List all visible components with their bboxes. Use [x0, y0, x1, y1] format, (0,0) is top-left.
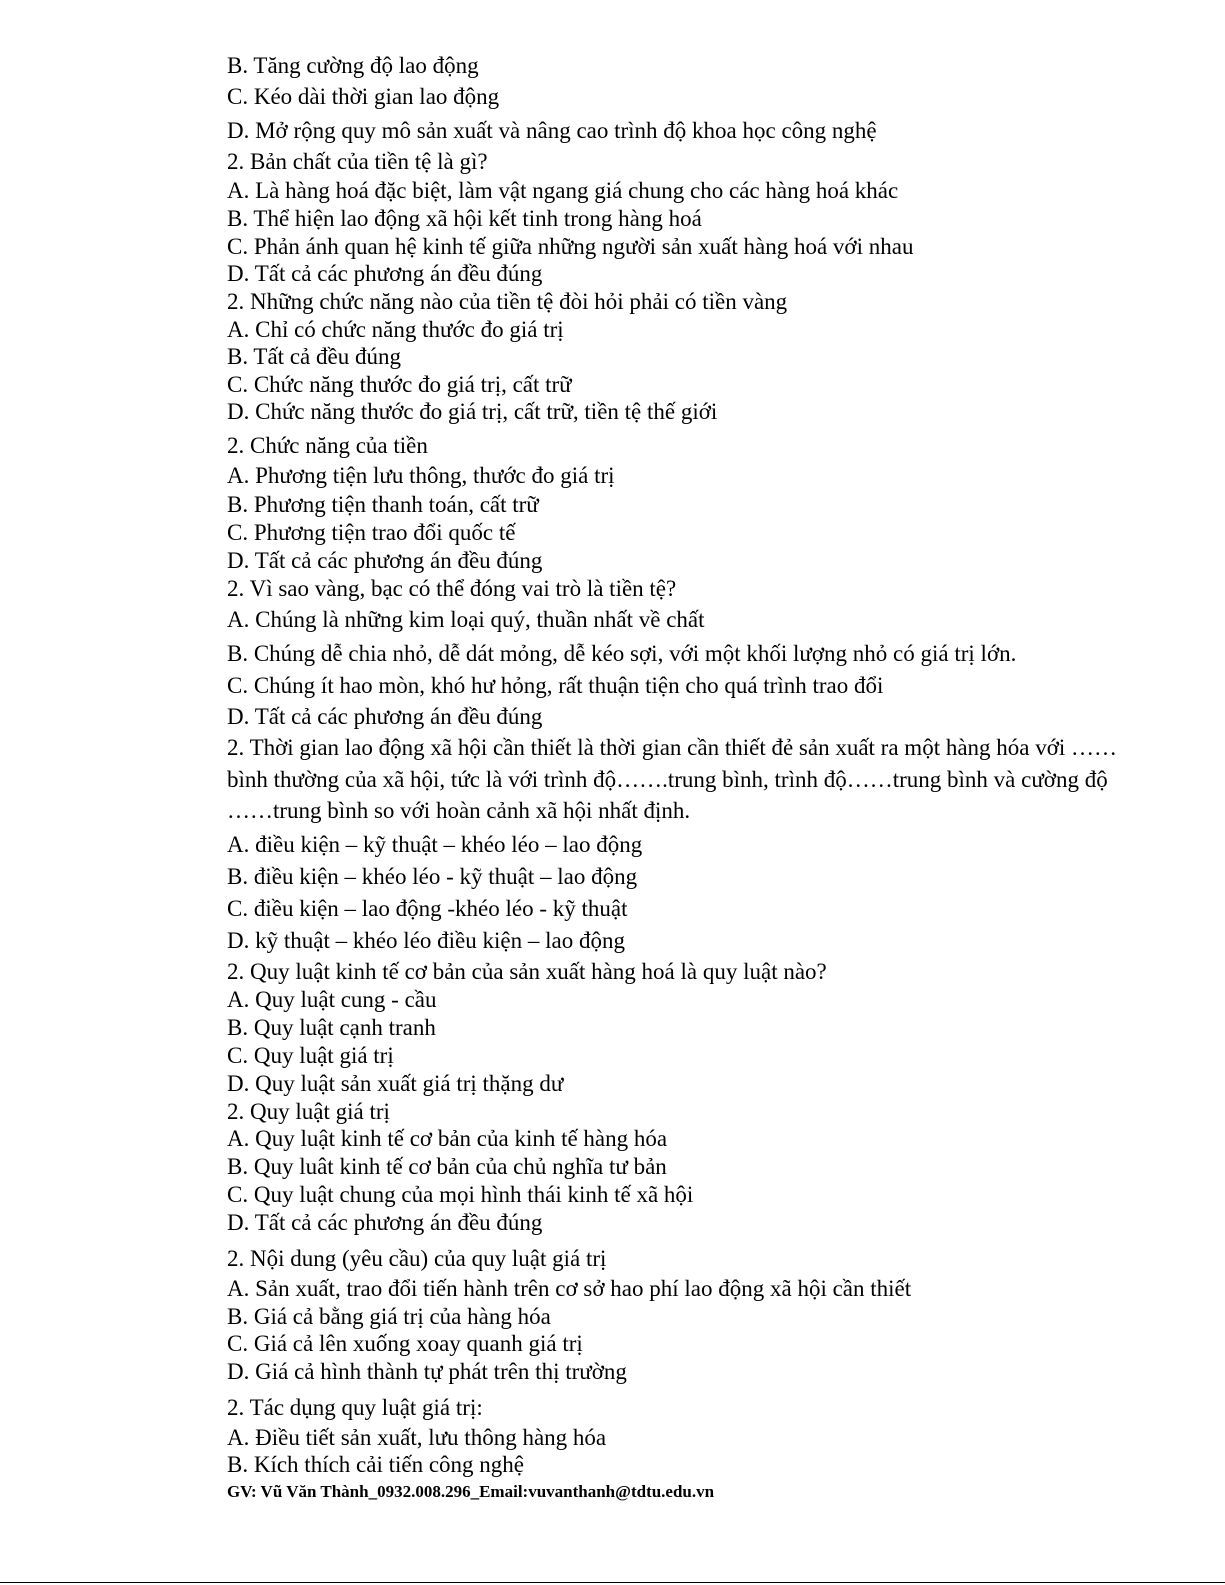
text-line: D. Tất cả các phương án đều đúng: [227, 261, 543, 286]
text-line: C. Chức năng thước đo giá trị, cất trữ: [227, 372, 572, 397]
text-line: C. Kéo dài thời gian lao động: [227, 84, 500, 109]
text-line: D. Tất cả các phương án đều đúng: [227, 548, 543, 573]
text-line: A. điều kiện – kỹ thuật – khéo léo – lao động: [227, 832, 643, 857]
text-line: D. Tất cả các phương án đều đúng: [227, 1210, 543, 1235]
question-line: 2. Những chức năng nào của tiền tệ đòi hỏi phải có tiền vàng: [227, 289, 788, 314]
question-line: 2. Tác dụng quy luật giá trị:: [227, 1395, 483, 1420]
question-line: 2. Nội dung (yêu cầu) của quy luật giá trị: [227, 1246, 607, 1271]
text-line: A. Sản xuất, trao đổi tiến hành trên cơ sở hao phí lao động xã hội cần thiết: [227, 1276, 912, 1301]
text-line: B. Quy luât kinh tế cơ bản của chủ nghĩa tư bản: [227, 1154, 667, 1179]
text-line: B. Kích thích cải tiến công nghệ: [227, 1452, 525, 1477]
text-line: D. Mở rộng quy mô sản xuất và nâng cao trình độ khoa học công nghệ: [227, 118, 877, 143]
text-line: D. kỹ thuật – khéo léo điều kiện – lao động: [227, 928, 625, 953]
text-line: D. Quy luật sản xuất giá trị thặng dư: [227, 1071, 564, 1096]
text-line: A. Chúng là những kim loại quý, thuần nhất về chất: [227, 607, 705, 632]
text-line: C. Giá cả lên xuống xoay quanh giá trị: [227, 1331, 583, 1356]
text-line: C. Quy luật chung của mọi hình thái kinh tế xã hội: [227, 1182, 694, 1207]
text-line: A. Phương tiện lưu thông, thước đo giá trị: [227, 463, 615, 488]
text-line: C. Quy luật giá trị: [227, 1043, 394, 1068]
text-line: B. Chúng dễ chia nhỏ, dễ dát mỏng, dễ kéo sợi, với một khối lượng nhỏ có giá trị lớn.: [227, 641, 1017, 666]
question-line: 2. Bản chất của tiền tệ là gì?: [227, 149, 488, 174]
text-line: B. Tăng cường độ lao động: [227, 53, 479, 78]
text-line: A. Quy luật cung - cầu: [227, 987, 437, 1012]
text-line: D. Tất cả các phương án đều đúng: [227, 704, 543, 729]
text-line: C. Phương tiện trao đổi quốc tế: [227, 520, 516, 545]
bottom-divider: [0, 1582, 1225, 1583]
question-line: 2. Thời gian lao động xã hội cần thiết là thời gian cần thiết đẻ sản xuất ra một hàng hóa với ……: [227, 735, 1118, 760]
text-line: A. Chỉ có chức năng thước đo giá trị: [227, 317, 564, 342]
text-line: D. Chức năng thước đo giá trị, cất trữ, tiền tệ thế giới: [227, 399, 718, 424]
text-line: B. Phương tiện thanh toán, cất trữ: [227, 492, 539, 517]
text-line: B. Giá cả bằng giá trị của hàng hóa: [227, 1304, 551, 1329]
text-line: C. Phản ánh quan hệ kinh tế giữa những người sản xuất hàng hoá với nhau: [227, 234, 914, 259]
question-line: ……trung bình so với hoàn cảnh xã hội nhất định.: [227, 798, 691, 823]
text-line: B. Thể hiện lao động xã hội kết tinh trong hàng hoá: [227, 206, 702, 231]
text-line: A. Điều tiết sản xuất, lưu thông hàng hóa: [227, 1425, 607, 1450]
text-line: C. Chúng ít hao mòn, khó hư hỏng, rất thuận tiện cho quá trình trao đổi: [227, 673, 884, 698]
text-line: B. Quy luật cạnh tranh: [227, 1015, 436, 1040]
text-line: B. Tất cả đều đúng: [227, 344, 401, 369]
question-line: 2. Vì sao vàng, bạc có thể đóng vai trò là tiền tệ?: [227, 576, 677, 601]
question-line: bình thường của xã hội, tức là với trình độ…….trung bình, trình độ……trung bình và cường độ: [227, 767, 1108, 792]
question-line: 2. Quy luật kinh tế cơ bản của sản xuất hàng hoá là quy luật nào?: [227, 959, 827, 984]
question-line: 2. Quy luật giá trị: [227, 1099, 390, 1124]
page-footer: GV: Vũ Văn Thành_0932.008.296_Email:vuvanthanh@tdtu.edu.vn: [227, 1482, 715, 1501]
question-line: 2. Chức năng của tiền: [227, 433, 428, 458]
text-line: D. Giá cả hình thành tự phát trên thị trường: [227, 1359, 627, 1384]
text-line: C. điều kiện – lao động -khéo léo - kỹ thuật: [227, 896, 628, 921]
text-line: A. Quy luật kinh tế cơ bản của kinh tế hàng hóa: [227, 1126, 668, 1151]
text-line: A. Là hàng hoá đặc biệt, làm vật ngang giá chung cho các hàng hoá khác: [227, 178, 899, 203]
text-line: B. điều kiện – khéo léo - kỹ thuật – lao động: [227, 864, 638, 889]
